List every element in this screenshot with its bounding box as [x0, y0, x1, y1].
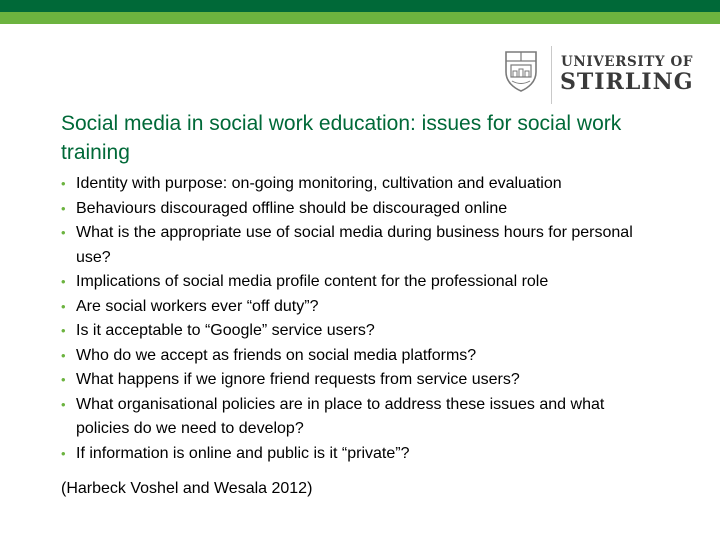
bullet-dot-icon: •	[61, 323, 66, 338]
bullet-text: If information is online and public is it “private”?	[76, 444, 410, 462]
page-title: Social media in social work education: issues for social work training	[61, 112, 622, 164]
bullet-text: Who do we accept as friends on social media platforms?	[76, 346, 477, 364]
logo-divider	[551, 46, 552, 104]
bullet-text: Are social workers ever “off duty”?	[76, 297, 319, 315]
header-bar-light	[0, 12, 720, 24]
bullet-text: What organisational policies are in place to address these issues and what policies do we need to develop?	[76, 395, 605, 437]
logo-stirling: STIRLING	[560, 69, 694, 95]
bullet-text: Is it acceptable to “Google” service users?	[76, 322, 375, 339]
bullet-dot-icon: •	[61, 176, 66, 191]
bullet-item	[61, 295, 661, 320]
citation: (Harbeck Voshel and Wesala 2012)	[61, 480, 313, 497]
bullet-dot-icon: •	[61, 225, 66, 240]
bullet-dot-icon: •	[61, 396, 66, 412]
bullet-text: Behaviours discouraged offline should be discouraged online	[76, 199, 508, 217]
bullet-item	[61, 393, 661, 442]
bullet-dot-icon: •	[61, 445, 66, 461]
bullet-dot-icon: •	[61, 298, 66, 314]
bullet-text: Implications of social media profile content for the professional role	[76, 273, 549, 290]
bullet-item	[61, 442, 661, 467]
university-logo	[500, 44, 694, 106]
bullet-text: Identity with purpose: on-going monitoring, cultivation and evaluation	[76, 175, 562, 192]
bullet-dot-icon: •	[61, 347, 66, 363]
bullet-item	[61, 221, 661, 270]
logo-university-of: UNIVERSITY OF	[561, 54, 694, 70]
university-crest-icon	[504, 50, 538, 92]
bullet-dot-icon: •	[61, 372, 66, 387]
bullet-list	[61, 172, 661, 466]
bullet-item	[61, 368, 661, 393]
bullet-item	[61, 197, 661, 222]
bullet-text: What happens if we ignore friend requests from service users?	[76, 371, 520, 388]
header-bar-dark	[0, 0, 720, 12]
bullet-dot-icon: •	[61, 274, 66, 289]
bullet-text: What is the appropriate use of social media during business hours for personal use?	[76, 224, 633, 266]
bullet-dot-icon: •	[61, 200, 66, 216]
bullet-item	[61, 172, 661, 197]
bullet-item	[61, 319, 661, 344]
bullet-item	[61, 270, 661, 295]
bullet-item	[61, 344, 661, 369]
